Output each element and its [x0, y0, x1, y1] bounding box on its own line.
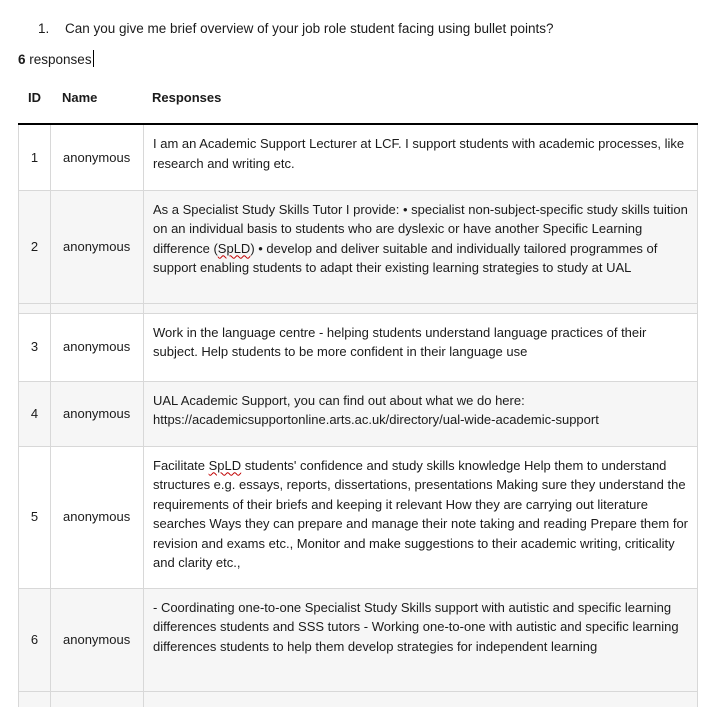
misspelled-word: SpLD	[217, 240, 251, 256]
spacer-cell	[19, 303, 51, 313]
question-number: 1.	[38, 21, 50, 36]
cell-response-id[interactable]: 3	[19, 313, 51, 381]
cell-respondent-name[interactable]: anonymous	[51, 446, 144, 588]
response-text-segment: - Coordinating one-to-one Specialist Study Skills support with autistic and specific learning differences students and SSS tutors - Working one-to-one with autistic and specific learning differences students to help them develop strategies for independent learning	[153, 599, 679, 654]
response-text-segment: I am an Academic Support Lecturer at LCF. I support students with academic processes, like research and writing etc.	[153, 136, 685, 171]
table-row	[19, 588, 698, 691]
cell-response-text[interactable]	[144, 313, 698, 381]
response-text-segment: Facilitate	[153, 457, 209, 473]
cell-response-id[interactable]: 1	[19, 124, 51, 190]
response-text-segment: UAL Academic Support, you can find out about what we do here: https://academicsupportonline.arts.ac.uk/directory/ual-wide-academic-support	[153, 392, 599, 427]
misspelled-word: SpLD	[208, 457, 242, 473]
cell-respondent-name[interactable]: anonymous	[51, 588, 144, 691]
column-header-name: Name	[62, 90, 98, 105]
table-bottom-strip	[19, 691, 698, 707]
response-text-segment: ) • develop and deliver suitable and individually tailored programmes of support enabling students to adapt their existing learning strategies to study at UAL	[153, 240, 658, 275]
column-header-responses: Responses	[152, 90, 222, 105]
cell-response-text[interactable]	[144, 190, 698, 303]
cell-respondent-name[interactable]: anonymous	[51, 313, 144, 381]
cell-respondent-name[interactable]: anonymous	[51, 381, 144, 446]
response-count-text: responses	[29, 52, 92, 67]
table-row	[19, 124, 698, 190]
cell-response-id[interactable]: 5	[19, 446, 51, 588]
question-text: Can you give me brief overview of your job role student facing using bullet points?	[65, 21, 554, 36]
table-row	[19, 381, 698, 446]
table-row	[19, 190, 698, 303]
spacer-cell	[144, 303, 698, 313]
cell-respondent-name[interactable]: anonymous	[51, 124, 144, 190]
strip-cell	[51, 691, 144, 707]
cell-response-text[interactable]	[144, 124, 698, 190]
strip-cell	[19, 691, 51, 707]
responses-table	[18, 123, 698, 707]
response-count-line[interactable]	[18, 50, 705, 68]
spacer-cell	[51, 303, 144, 313]
response-text-segment: students' confidence and study skills knowledge Help them to understand structures e.g. essays, reports, dissertations, presentations Making sure they understand the requirements of their briefs and keeping it relevant How they are carrying out literature searches Ways they can prepare and manage their note taking and reading Prepare them for revision and exams etc., Monitor and make suggestions to their academic writing, criticality and clarity etc.,	[153, 457, 688, 570]
column-header-id: ID	[28, 90, 41, 105]
table-header-row	[18, 89, 697, 106]
text-cursor	[93, 50, 95, 67]
strip-cell	[144, 691, 698, 707]
cell-response-text[interactable]	[144, 446, 698, 588]
table-row	[19, 446, 698, 588]
response-text-segment: As a Specialist Study Skills Tutor I provide: • specialist non-subject-specific study skills tuition on an individual basis to students who are dyslexic or have another Specific Learning difference (	[153, 201, 688, 256]
table-spacer-row	[19, 303, 698, 313]
cell-response-text[interactable]	[144, 381, 698, 446]
response-count-value: 6	[18, 52, 26, 67]
cell-response-text[interactable]	[144, 588, 698, 691]
question-line[interactable]	[38, 20, 705, 37]
cell-response-id[interactable]: 6	[19, 588, 51, 691]
response-text-segment: Work in the language centre - helping students understand language practices of their subject. Help students to be more confident in their language use	[153, 324, 647, 359]
cell-response-id[interactable]: 4	[19, 381, 51, 446]
cell-response-id[interactable]: 2	[19, 190, 51, 303]
table-row	[19, 313, 698, 381]
cell-respondent-name[interactable]: anonymous	[51, 190, 144, 303]
